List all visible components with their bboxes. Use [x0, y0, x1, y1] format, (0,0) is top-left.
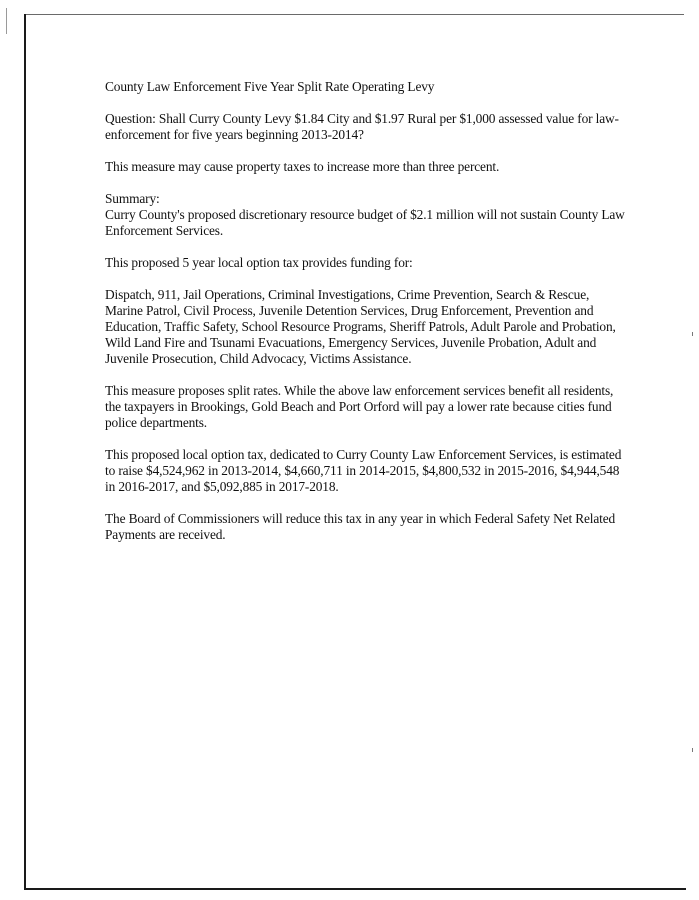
- funding-intro: This proposed 5 year local option tax provides funding for:: [105, 255, 413, 270]
- split-rates-paragraph: This measure proposes split rates. While the above law enforcement services benefit all residents, the taxpayers in Brookings, Gold Beach and Port Orford will pay a lower rate because cities fund police departments.: [105, 383, 614, 430]
- scan-border-bottom: [24, 888, 686, 890]
- tax-increase-notice: This measure may cause property taxes to increase more than three percent.: [105, 159, 500, 174]
- document-title: County Law Enforcement Five Year Split Rate Operating Levy: [105, 79, 435, 94]
- summary-text: Curry County's proposed discretionary resource budget of $2.1 million will not sustain County Law Enforcement Services.: [105, 207, 625, 238]
- scan-speck: [692, 748, 693, 752]
- revenue-estimate-paragraph: This proposed local option tax, dedicated to Curry County Law Enforcement Services, is estimated to raise $4,524,962 in 2013-2014, $4,660,711 in 2014-2015, $4,800,532 in 2015-2016, $4,944,548 in 2016-2017, and $5,092,885 in 2017-2018.: [105, 447, 622, 494]
- services-list: Dispatch, 911, Jail Operations, Criminal Investigations, Crime Prevention, Search & Rescue, Marine Patrol, Civil Process, Juvenile Detention Services, Drug Enforcement, Prevention and Education, Traffic Safety, School Resource Programs, Sheriff Patrols, Adult Parole and Probation, Wild Land Fire and Tsunami Evacuations, Emergency Services, Juvenile Probation, Adult and Juvenile Prosecution, Child Advocacy, Victims Assistance.: [105, 287, 616, 366]
- scan-edge-mark: [6, 8, 7, 34]
- scan-border-left: [24, 14, 26, 890]
- document-body: [105, 79, 625, 559]
- reduction-clause: The Board of Commissioners will reduce this tax in any year in which Federal Safety Net Related Payments are received.: [105, 511, 616, 542]
- summary-section: [105, 191, 625, 239]
- scan-border-top: [24, 14, 684, 15]
- summary-heading: Summary:: [105, 191, 160, 206]
- scan-speck: [692, 332, 693, 336]
- ballot-question: Question: Shall Curry County Levy $1.84 City and $1.97 Rural per $1,000 assessed value for law-enforcement for five years beginning 2013-2014?: [105, 111, 619, 142]
